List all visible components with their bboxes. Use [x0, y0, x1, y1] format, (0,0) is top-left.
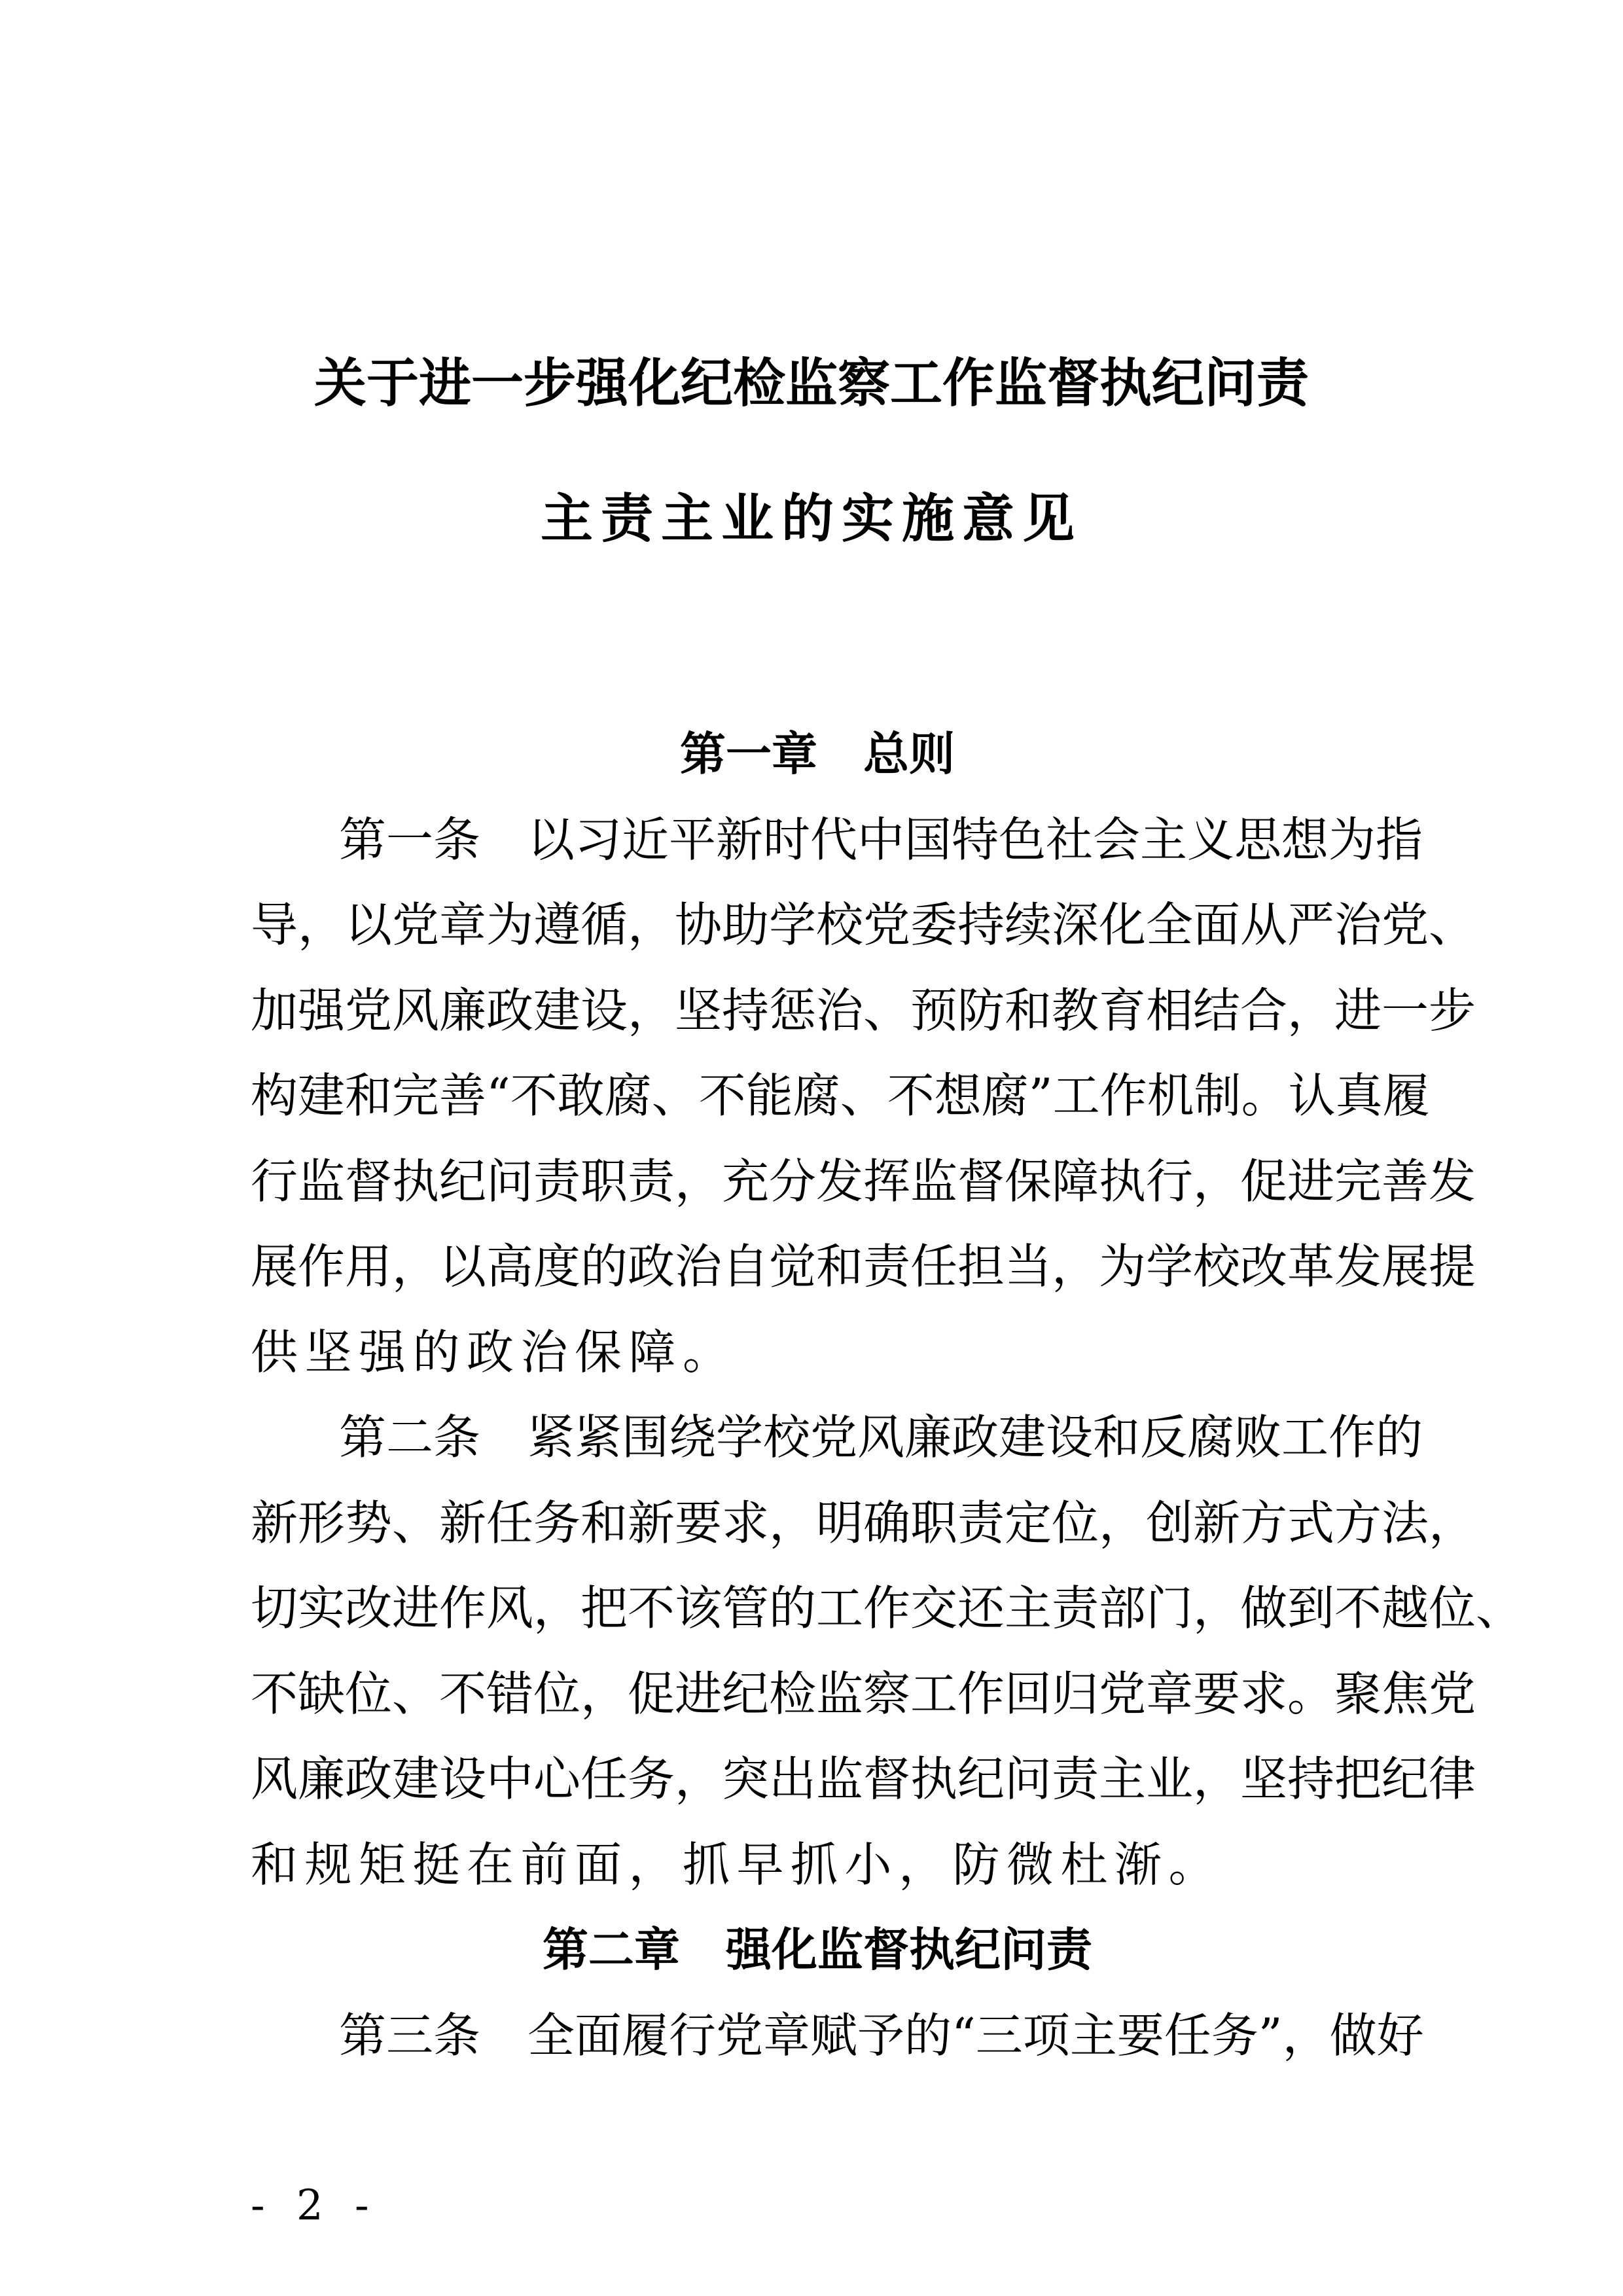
chapter-2-heading: 第二章 强化监督执纪问责	[543, 1923, 1092, 1977]
document-body	[251, 711, 1524, 2078]
article-2-line: 风廉政建设中心任务，突出监督执纪问责主业，坚持把纪律	[251, 1751, 1476, 1806]
article-2-line: 新形势、新任务和新要求，明确职责定位，创新方式方法，	[251, 1495, 1476, 1551]
article-1-line: 第一条 以习近平新时代中国特色社会主义思想为指	[339, 812, 1423, 867]
article-1-line: 构建和完善“不敢腐、不能腐、不想腐”工作机制。认真履	[251, 1068, 1430, 1123]
article-1-line: 行监督执纪问责职责，充分发挥监督保障执行，促进完善发	[251, 1153, 1476, 1209]
article-3-line: 第三条 全面履行党章赋予的“三项主要任务”，做好	[339, 2007, 1424, 2063]
article-2-line: 切实改进作风，把不该管的工作交还主责部门，做到不越位、	[251, 1581, 1524, 1636]
article-1-line: 加强党风廉政建设，坚持惩治、预防和教育相结合，进一步	[251, 982, 1476, 1038]
article-2-line: 和规矩挺在前面，抓早抓小，防微杜渐。	[251, 1837, 1223, 1892]
chapter-1-heading: 第一章 总则	[680, 727, 955, 781]
article-2-line: 第二条 紧紧围绕学校党风廉政建设和反腐败工作的	[339, 1410, 1423, 1465]
article-1-line: 导，以党章为遵循，协助学校党委持续深化全面从严治党、	[251, 897, 1476, 952]
article-1-line: 展作用，以高度的政治自觉和责任担当，为学校改革发展提	[251, 1239, 1476, 1294]
page-number: - 2 -	[251, 2181, 378, 2230]
article-1-line: 供坚强的政治保障。	[251, 1324, 737, 1380]
document-title-line-2: 主责主业的实施意见	[541, 488, 1082, 549]
article-2-line: 不缺位、不错位，促进纪检监察工作回归党章要求。聚焦党	[251, 1666, 1476, 1721]
document-title-line-1: 关于进一步强化纪检监察工作监督执纪问责	[314, 352, 1309, 414]
